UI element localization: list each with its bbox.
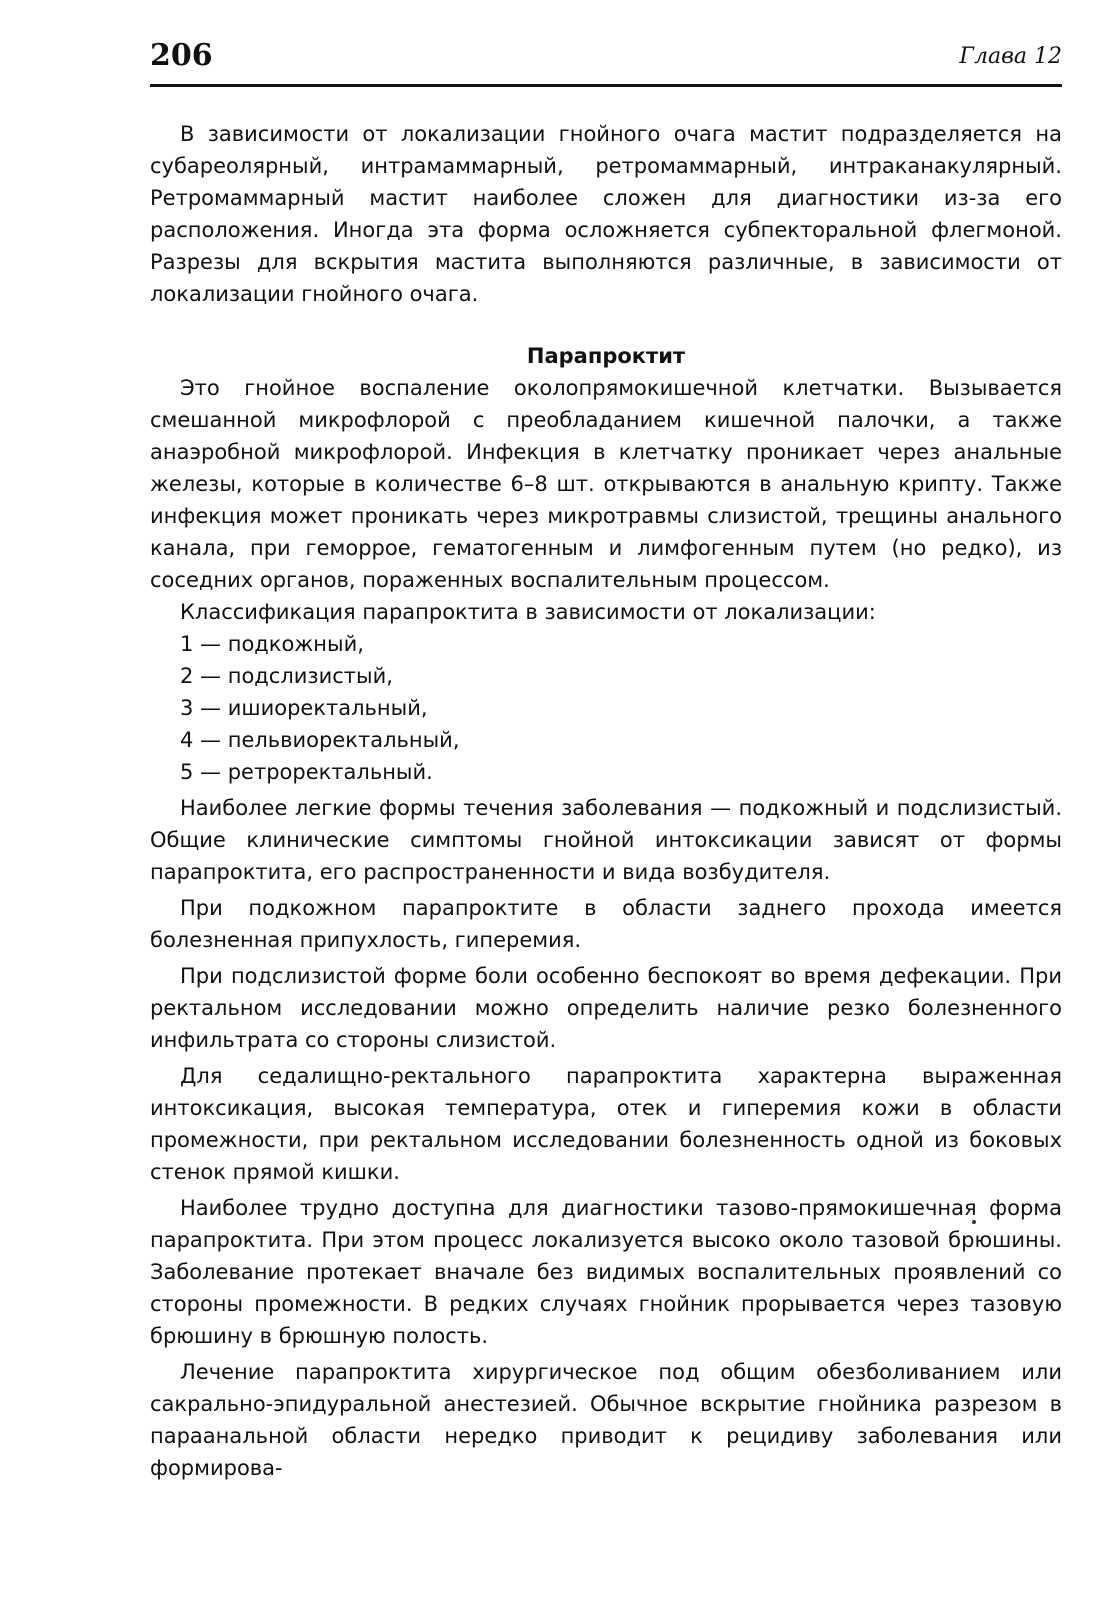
body-paragraph: Наиболее легкие формы течения заболевания — подкожный и подслизистый. Общие клинические симптомы гнойной интоксикации зависят от формы парапроктита, его распространенности и вида возбудителя. bbox=[150, 796, 1062, 884]
classification-intro: Классификация парапроктита в зависимости от локализации: bbox=[180, 600, 876, 624]
classification-item: 5 — ретроректальный. bbox=[180, 760, 433, 784]
classification-item: 1 — подкожный, bbox=[180, 632, 364, 656]
section-title: Парапроктит bbox=[526, 344, 686, 368]
page-body bbox=[150, 118, 1062, 1484]
body-paragraph: Лечение парапроктита хирургическое под общим обезболиванием или сакрально-эпидуральной анестезией. Обычное вскрытие гнойника разрезом в параанальной области нередко приводит к рецидиву заболевания или формирова- bbox=[150, 1360, 1062, 1480]
body-paragraph: Для седалищно-ректального парапроктита характерна выраженная интоксикация, высокая температура, отек и гиперемия кожи в области промежности, при ректальном исследовании болезненность одной из боковых стенок прямой кишки. bbox=[150, 1064, 1062, 1184]
classification-item: 4 — пельвиоректальный, bbox=[180, 728, 460, 752]
classification-item: 2 — подслизистый, bbox=[180, 664, 393, 688]
definition-paragraph: Это гнойное воспаление околопрямокишечной клетчатки. Вызывается смешанной микрофлорой с преобладанием кишечной палочки, а также анаэробной микрофлорой. Инфекция в клетчатку проникает через анальные железы, которые в количестве 6–8 шт. открываются в анальную крипту. Также инфекция может проникать через микротравмы слизистой, трещины анального канала, при геморрое, гематогенным и лимфогенным путем (но редко), из соседних органов, пораженных воспалительным процессом. bbox=[150, 376, 1062, 592]
print-speck bbox=[972, 1220, 976, 1224]
page-number: 206 bbox=[150, 38, 213, 73]
chapter-running-head: Глава 12 bbox=[959, 44, 1062, 69]
body-paragraph: Наиболее трудно доступна для диагностики тазово-прямокишечная форма парапроктита. При этом процесс локализуется высоко около тазовой брюшины. Заболевание протекает вначале без видимых воспалительных проявлений со стороны промежности. В редких случаях гнойник прорывается через тазовую брюшину в брюшную полость. bbox=[150, 1196, 1062, 1348]
intro-paragraph: В зависимости от локализации гнойного очага мастит подразделяется на субареолярный, интрамаммарный, ретромаммарный, интраканакулярный. Ретромаммарный мастит наиболее сложен для диагностики из-за его расположения. Иногда эта форма осложняется субпекторальной флегмоной. Разрезы для вскрытия мастита выполняются различные, в зависимости от локализации гнойного очага. bbox=[150, 122, 1062, 306]
body-paragraph: При подкожном парапроктите в области заднего прохода имеется болезненная припухлость, гиперемия. bbox=[150, 896, 1062, 952]
body-paragraph: При подслизистой форме боли особенно беспокоят во время дефекации. При ректальном исследовании можно определить наличие резко болезненного инфильтрата со стороны слизистой. bbox=[150, 964, 1062, 1052]
page-header bbox=[150, 36, 1062, 87]
classification-item: 3 — ишиоректальный, bbox=[180, 696, 428, 720]
